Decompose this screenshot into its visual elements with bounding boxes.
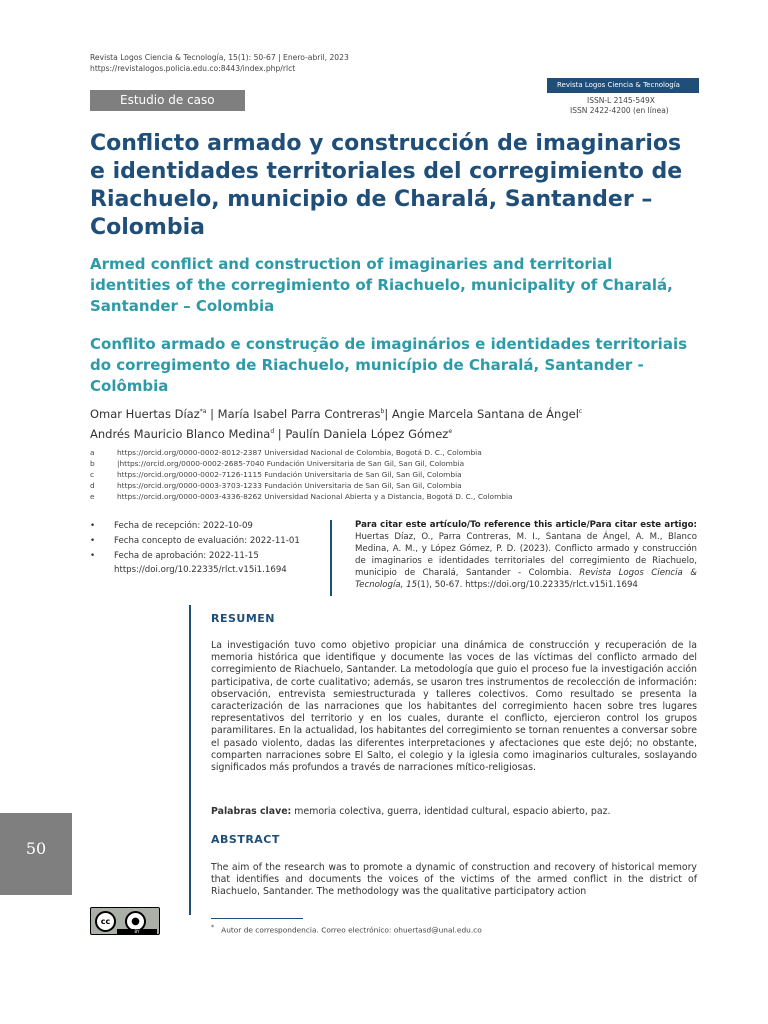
bullet-icon: •: [90, 551, 96, 561]
footnote-text: Autor de correspondencia. Correo electrónico: ohuertasd@unal.edu.co: [221, 925, 482, 935]
affiliation-text[interactable]: |https://orcid.org/0000-0002-2685-7040 Fundación Universitaria de San Gil, San Gil, Colombia: [117, 459, 465, 468]
resumen-text: La investigación tuvo como objetivo propiciar una dinámica de construcción y recuperación de la memoria histórica que identifique y documente las voces de las víctimas del conflicto armado del corregimiento de Riachuelo, Santander. La metodología que guio el proceso fue la investigación acción participativa, de corte cualitativo; además, se usaron tres instrumentos de recolección de información: observación, entrevista semiestructurada y talleres colectivos. Como resultado se presenta la caracterización de las narraciones que los habitantes del corregimiento hacen sobre tres lugares representativos del territorio y en los cuales, durante el conflicto, ejercieron control los grupos paramilitares. En la actualidad, los habitantes del corregimiento se tornan renuentes a conversar sobre el pasado violento, dadas las diferentes interpretaciones y afectaciones que este dejó; no obstante, comparten narraciones sobre El Salto, el colegio y la iglesia como imaginarios culturales, soslayando significados más profundos a través de narraciones mítico-religiosas.: [211, 640, 697, 774]
affiliation-text[interactable]: https://orcid.org/0000-0003-4336-8262 Universidad Nacional Abierta y a Distancia, Bogotá D. C., Colombia: [117, 492, 513, 501]
title-english: Armed conflict and construction of imaginaries and territorial identities of the corregimiento of Riachuelo, municipality of Charalá, Santander – Colombia: [90, 255, 673, 315]
journal-citation-line: Revista Logos Ciencia & Tecnología, 15(1): 50-67 | Enero-abril, 2023: [90, 53, 349, 62]
date-text: Fecha de recepción: 2022-10-09: [114, 521, 253, 531]
citation-tail: (1), 50-67. https://doi.org/10.22335/rlct.v15i1.1694: [417, 580, 638, 590]
author-name: Omar Huertas Díaz: [90, 406, 200, 421]
author-separator: |: [274, 426, 282, 441]
doi-link[interactable]: https://doi.org/10.22335/rlct.v15i1.1694: [114, 565, 287, 575]
author-superscript: *a: [199, 408, 207, 415]
journal-brand-label: Revista Logos Ciencia & Tecnología: [547, 78, 699, 93]
citation-journal: Revista Logos Ciencia & Tecnología, 15: [355, 568, 698, 590]
cc-icon: cc: [95, 911, 116, 932]
date-text: Fecha de aprobación: 2022-11-15: [114, 551, 259, 561]
author-name: Paulín Daniela López Gómez: [285, 426, 449, 441]
affiliation-letter: d: [90, 481, 95, 490]
footnote-mark: *: [211, 924, 215, 931]
affiliation-text[interactable]: https://orcid.org/0000-0003-3703-1233 Fundación Universitaria de San Gil, San Gil, Colombia: [117, 481, 462, 490]
issn-print: ISSN-L 2145-549X: [587, 96, 655, 105]
author-name: María Isabel Parra Contreras: [217, 406, 381, 421]
author-name: Andrés Mauricio Blanco Medina: [90, 426, 271, 441]
affiliation-letter: e: [90, 492, 95, 501]
abstract-heading: ABSTRACT: [211, 833, 280, 846]
cc-license-badge[interactable]: [90, 907, 160, 935]
date-list: [90, 519, 330, 564]
author-separator: |: [206, 406, 214, 421]
author-separator: |: [384, 406, 392, 421]
citation-text: Huertas Díaz, O., Parra Contreras, M. I., Santana de Ángel, A. M., Blanco Medina, A. M., y López Gómez, P. D. (2023). Conflicto armado y construcción de imaginarios e identidades territoriales del corregimiento de Riachuelo, municipio de Charalá, Santander - Colombia.: [355, 532, 697, 578]
affiliation-text[interactable]: https://orcid.org/0000-0002-7126-1115 Fundación Universitaria de San Gil, San Gil, Colombia: [117, 470, 462, 479]
keywords-line: [211, 806, 697, 817]
keywords-text: memoria colectiva, guerra, identidad cultural, espacio abierto, paz.: [291, 806, 611, 817]
citation-label: Para citar este artículo/To reference this article/Para citar este artigo:: [355, 520, 697, 530]
footnote-rule: [211, 918, 303, 919]
bullet-icon: •: [90, 521, 96, 531]
footnote: [211, 924, 482, 934]
affiliation-letter: a: [90, 448, 95, 457]
date-item: [90, 519, 330, 534]
page-number: 50: [0, 813, 72, 895]
title-portuguese: Conflito armado e construção de imaginários e identidades territoriais do corregimento de Riachuelo, município de Charalá, Santander - Colômbia: [90, 335, 688, 395]
resumen-heading: RESUMEN: [211, 612, 276, 625]
abstract-text: The aim of the research was to promote a dynamic of construction and recovery of historical memory that identifies and documents the voices of the victims of the armed conflict in the district of Riachuelo, Santander. The methodology was the qualitative participatory action: [211, 862, 697, 898]
author-superscript: d: [270, 427, 275, 435]
affiliation-letter: c: [90, 470, 95, 479]
author-superscript: c: [578, 408, 583, 415]
affiliation-text[interactable]: https://orcid.org/0000-0002-8012-2387 Universidad Nacional de Colombia, Bogotá D. C., Colombia: [117, 448, 482, 457]
citation-divider: [330, 520, 332, 596]
abstract-divider: [189, 605, 191, 915]
date-item: [90, 549, 330, 564]
keywords-label: Palabras clave:: [211, 806, 292, 817]
author-superscript: b: [380, 408, 385, 415]
author-list: [90, 403, 690, 443]
date-item: [90, 534, 330, 549]
bullet-icon: •: [90, 536, 96, 546]
person-icon: ●: [125, 911, 146, 932]
issn-online: ISSN 2422-4200 (en línea): [570, 106, 669, 115]
section-badge: Estudio de caso: [90, 90, 245, 111]
author-name: Angie Marcela Santana de Ángel: [391, 406, 579, 421]
citation-block: [355, 519, 697, 591]
by-label: BY: [117, 929, 157, 934]
affiliation-letter: b: [90, 459, 95, 468]
title-spanish: Conflicto armado y construcción de imaginarios e identidades territoriales del corregimiento de Riachuelo, municipio de Charalá, Santander – Colombia: [90, 131, 683, 240]
journal-url[interactable]: https://revistalogos.policia.edu.co:8443/index.php/rlct: [90, 64, 296, 73]
date-text: Fecha concepto de evaluación: 2022-11-01: [114, 536, 300, 546]
author-superscript: e: [448, 427, 453, 435]
